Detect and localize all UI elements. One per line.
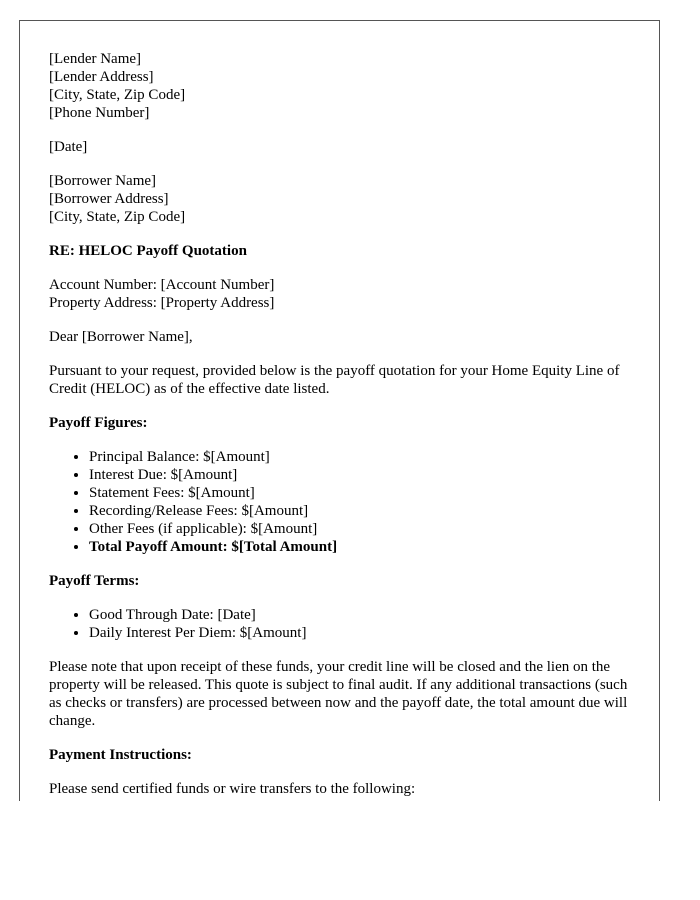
intro-paragraph: Pursuant to your request, provided below is the payoff quotation for your Home Equity Line of Credit (HELOC) as of the effective date listed. — [49, 363, 620, 397]
salutation: Dear [Borrower Name], — [49, 329, 193, 345]
lender-city-state-zip: [City, State, Zip Code] — [49, 87, 186, 103]
payoff-terms-heading: Payoff Terms: — [49, 573, 140, 589]
re-line: RE: HELOC Payoff Quotation — [49, 243, 247, 259]
account-number: Account Number: [Account Number] — [49, 277, 275, 293]
letter-content — [49, 50, 639, 801]
lender-phone: [Phone Number] — [49, 105, 150, 121]
payoff-figures-list — [49, 448, 639, 556]
property-address: Property Address: [Property Address] — [49, 295, 275, 311]
borrower-block — [49, 172, 639, 226]
payment-instructions-text: Please send certified funds or wire transfers to the following: — [49, 781, 416, 797]
account-block — [49, 276, 639, 312]
list-item: • Other Fees (if applicable): $[Amount] — [89, 520, 639, 538]
list-item: • Recording/Release Fees: $[Amount] — [89, 502, 639, 520]
letter-page — [19, 20, 660, 801]
borrower-address: [Borrower Address] — [49, 191, 169, 207]
borrower-name: [Borrower Name] — [49, 173, 157, 189]
borrower-city-state-zip: [City, State, Zip Code] — [49, 209, 186, 225]
lender-block — [49, 50, 639, 122]
payment-instructions-heading: Payment Instructions: — [49, 747, 192, 763]
notice-paragraph: Please note that upon receipt of these funds, your credit line will be closed and the lien on the property will be released. This quote is subject to final audit. If any additional transactions (such as checks or transfers) are processed between now and the payoff date, the total amount due will change. — [49, 659, 628, 729]
list-item: • Daily Interest Per Diem: $[Amount] — [89, 624, 639, 642]
list-item: • Good Through Date: [Date] — [89, 606, 639, 624]
payoff-terms-list — [49, 606, 639, 642]
date-block — [49, 138, 639, 156]
letter-date: [Date] — [49, 139, 88, 155]
list-item: • Statement Fees: $[Amount] — [89, 484, 639, 502]
total-payoff-amount: • Total Payoff Amount: $[Total Amount] — [89, 538, 639, 556]
payoff-figures-heading: Payoff Figures: — [49, 415, 148, 431]
list-item: • Interest Due: $[Amount] — [89, 466, 639, 484]
lender-address: [Lender Address] — [49, 69, 154, 85]
lender-name: [Lender Name] — [49, 51, 142, 67]
list-item: • Principal Balance: $[Amount] — [89, 448, 639, 466]
